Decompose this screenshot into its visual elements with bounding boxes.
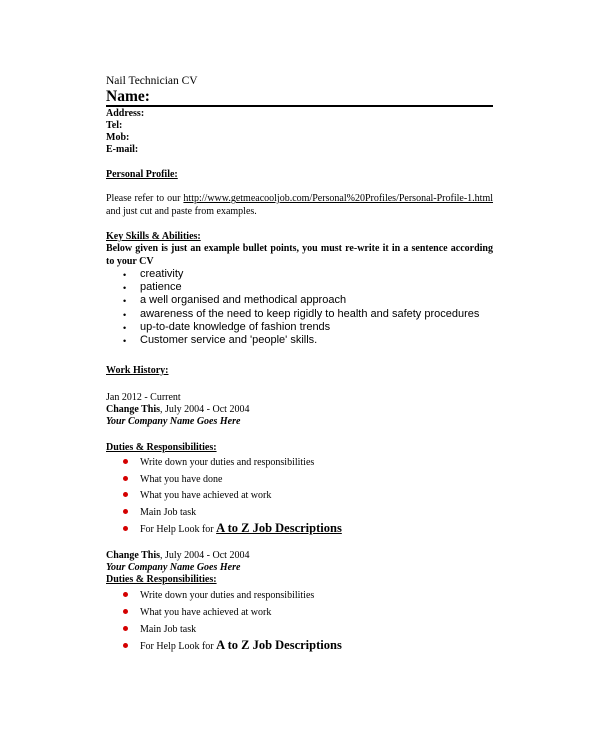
duty-item: What you have done <box>140 474 223 485</box>
skill-item: creativity <box>140 268 184 280</box>
bullet-icon: • <box>123 283 127 293</box>
job2-title-dates: , July 2004 - Oct 2004 <box>160 550 250 561</box>
duty-item: Main Job task <box>140 624 197 635</box>
red-bullet-icon <box>123 509 128 514</box>
bullet-icon: • <box>123 270 127 280</box>
profile-suffix: and just cut and paste from examples. <box>106 205 257 217</box>
job2-company: Your Company Name Goes Here <box>106 562 241 573</box>
job1-title-bold: Change This <box>106 404 161 415</box>
job2-help-line <box>140 638 342 653</box>
skill-item: patience <box>140 281 182 293</box>
duty-item: Write down your duties and responsibilities <box>140 590 315 601</box>
job1-help-line <box>140 521 342 536</box>
personal-profile-heading: Personal Profile: <box>106 169 178 180</box>
document-title: Nail Technician CV <box>106 75 198 87</box>
skill-item: awareness of the need to keep rigidly to health and safety procedures <box>140 308 480 320</box>
work-history-heading: Work History: <box>106 365 169 376</box>
red-bullet-icon <box>123 526 128 531</box>
job2-title-bold: Change This <box>106 550 161 561</box>
duty-item: What you have achieved at work <box>140 490 272 501</box>
bullet-icon: • <box>123 296 127 306</box>
key-skills-heading: Key Skills & Abilities: <box>106 231 201 242</box>
skill-item: a well organised and methodical approach <box>140 294 347 306</box>
profile-prefix: Please refer to our <box>106 193 184 204</box>
skill-item: Customer service and 'people' skills. <box>140 334 318 346</box>
bullet-icon: • <box>123 323 127 333</box>
key-skills-intro: Below given is just an example bullet points, you must re-write it in a sentence according to your CV <box>106 243 493 267</box>
duty-item: What you have achieved at work <box>140 607 272 618</box>
tel-label: Tel: <box>106 120 123 131</box>
profile-link[interactable]: http://www.getmeacooljob.com/Personal%20Profiles/Personal-Profile-1.html <box>183 193 493 204</box>
header-rule <box>106 105 493 107</box>
red-bullet-icon <box>123 592 128 597</box>
bullet-icon: • <box>123 310 127 320</box>
skill-item: up-to-date knowledge of fashion trends <box>140 321 331 333</box>
help-prefix: For Help Look for <box>140 524 217 535</box>
bullet-icon: • <box>123 336 127 346</box>
red-bullet-icon <box>123 643 128 648</box>
job1-company: Your Company Name Goes Here <box>106 416 241 427</box>
red-bullet-icon <box>123 492 128 497</box>
email-label: E-mail: <box>106 144 139 155</box>
red-bullet-icon <box>123 609 128 614</box>
name-label: Name: <box>106 88 150 105</box>
job1-title-dates: , July 2004 - Oct 2004 <box>160 404 250 415</box>
job-descriptions-link[interactable]: A to Z Job Descriptions <box>216 521 342 535</box>
red-bullet-icon <box>123 626 128 631</box>
job2-title <box>106 550 249 561</box>
job1-title <box>106 404 249 415</box>
address-label: Address: <box>106 108 145 119</box>
job-descriptions-text: A to Z Job Descriptions <box>216 638 342 652</box>
personal-profile-text <box>106 193 493 218</box>
mob-label: Mob: <box>106 132 130 143</box>
red-bullet-icon <box>123 476 128 481</box>
job1-duties-heading: Duties & Responsibilities: <box>106 442 217 453</box>
job2-duties-heading: Duties & Responsibilities: <box>106 574 217 585</box>
help-prefix: For Help Look for <box>140 641 217 652</box>
duty-item: Main Job task <box>140 507 197 518</box>
red-bullet-icon <box>123 459 128 464</box>
duty-item: Write down your duties and responsibilities <box>140 457 315 468</box>
job1-current-dates: Jan 2012 - Current <box>106 392 181 403</box>
